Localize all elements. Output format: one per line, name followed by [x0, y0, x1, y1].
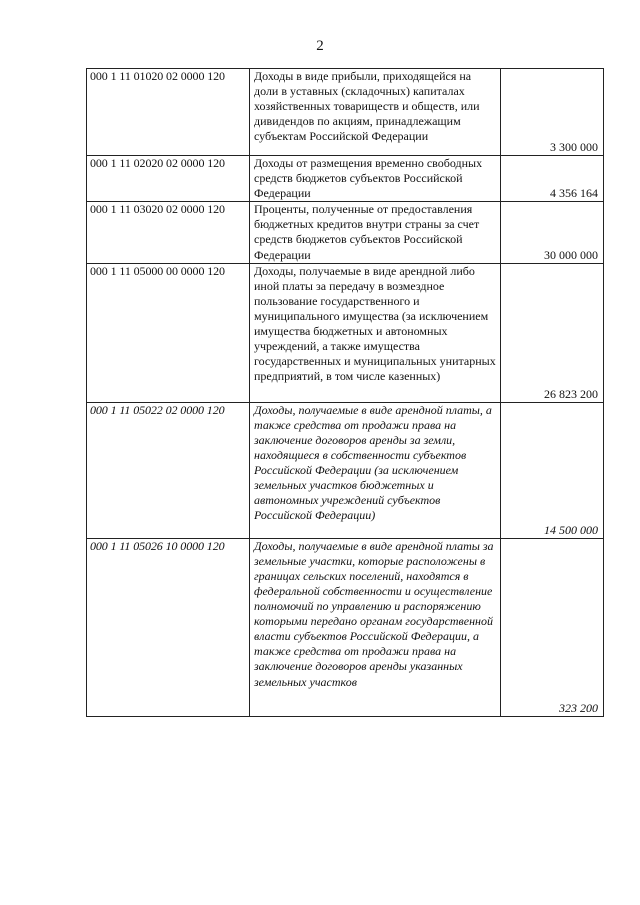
revenue-description: Проценты, полученные от предоставления бюджетных кредитов внутри страны за счет средств бюджетов субъектов Российской Федерации: [250, 202, 501, 263]
revenue-description: Доходы, получаемые в виде арендной либо иной платы за передачу в возмездное пользование государственного и муниципального имущества (за исключением имущества бюджетных и автономных учреждений, а также имущества государственных и муниципальных унитарных предприятий, в том числе казенных): [250, 263, 501, 402]
table-row: [87, 263, 604, 402]
budget-classification-code: 000 1 11 05022 02 0000 120: [87, 402, 250, 538]
revenue-description: Доходы, получаемые в виде арендной платы, а также средства от продажи права на заключение договоров аренды за земли, находящиеся в собственности субъектов Российской Федерации (за исключением земельных участков бюджетных и автономных учреждений субъектов Российской Федерации): [250, 402, 501, 538]
revenue-description: Доходы, получаемые в виде арендной платы за земельные участки, которые расположены в границах сельских поселений, находятся в федеральной собственности и осуществление полномочий по управлению и распоряжению которыми передано органам государственной власти субъектов Российской Федерации, а также средства от продажи права на заключение договоров аренды указанных земельных участков: [250, 538, 501, 716]
table-row: [87, 202, 604, 263]
revenue-amount: 14 500 000: [501, 402, 604, 538]
table-row: [87, 402, 604, 538]
table-row: [87, 156, 604, 202]
revenue-amount: 30 000 000: [501, 202, 604, 263]
revenue-description: Доходы в виде прибыли, приходящейся на доли в уставных (складочных) капиталах хозяйственных товариществ и обществ, или дивидендов по акциям, принадлежащим субъектам Российской Федерации: [250, 69, 501, 156]
budget-classification-code: 000 1 11 02020 02 0000 120: [87, 156, 250, 202]
page-number: 2: [316, 38, 324, 54]
budget-classification-code: 000 1 11 05026 10 0000 120: [87, 538, 250, 716]
table-row: [87, 538, 604, 716]
table-row: [87, 69, 604, 156]
revenue-amount: 3 300 000: [501, 69, 604, 156]
budget-classification-code: 000 1 11 05000 00 0000 120: [87, 263, 250, 402]
revenue-amount: 4 356 164: [501, 156, 604, 202]
revenue-amount: 26 823 200: [501, 263, 604, 402]
revenue-amount: 323 200: [501, 538, 604, 716]
revenue-table: [86, 68, 604, 717]
revenue-description: Доходы от размещения временно свободных средств бюджетов субъектов Российской Федерации: [250, 156, 501, 202]
budget-classification-code: 000 1 11 03020 02 0000 120: [87, 202, 250, 263]
budget-classification-code: 000 1 11 01020 02 0000 120: [87, 69, 250, 156]
